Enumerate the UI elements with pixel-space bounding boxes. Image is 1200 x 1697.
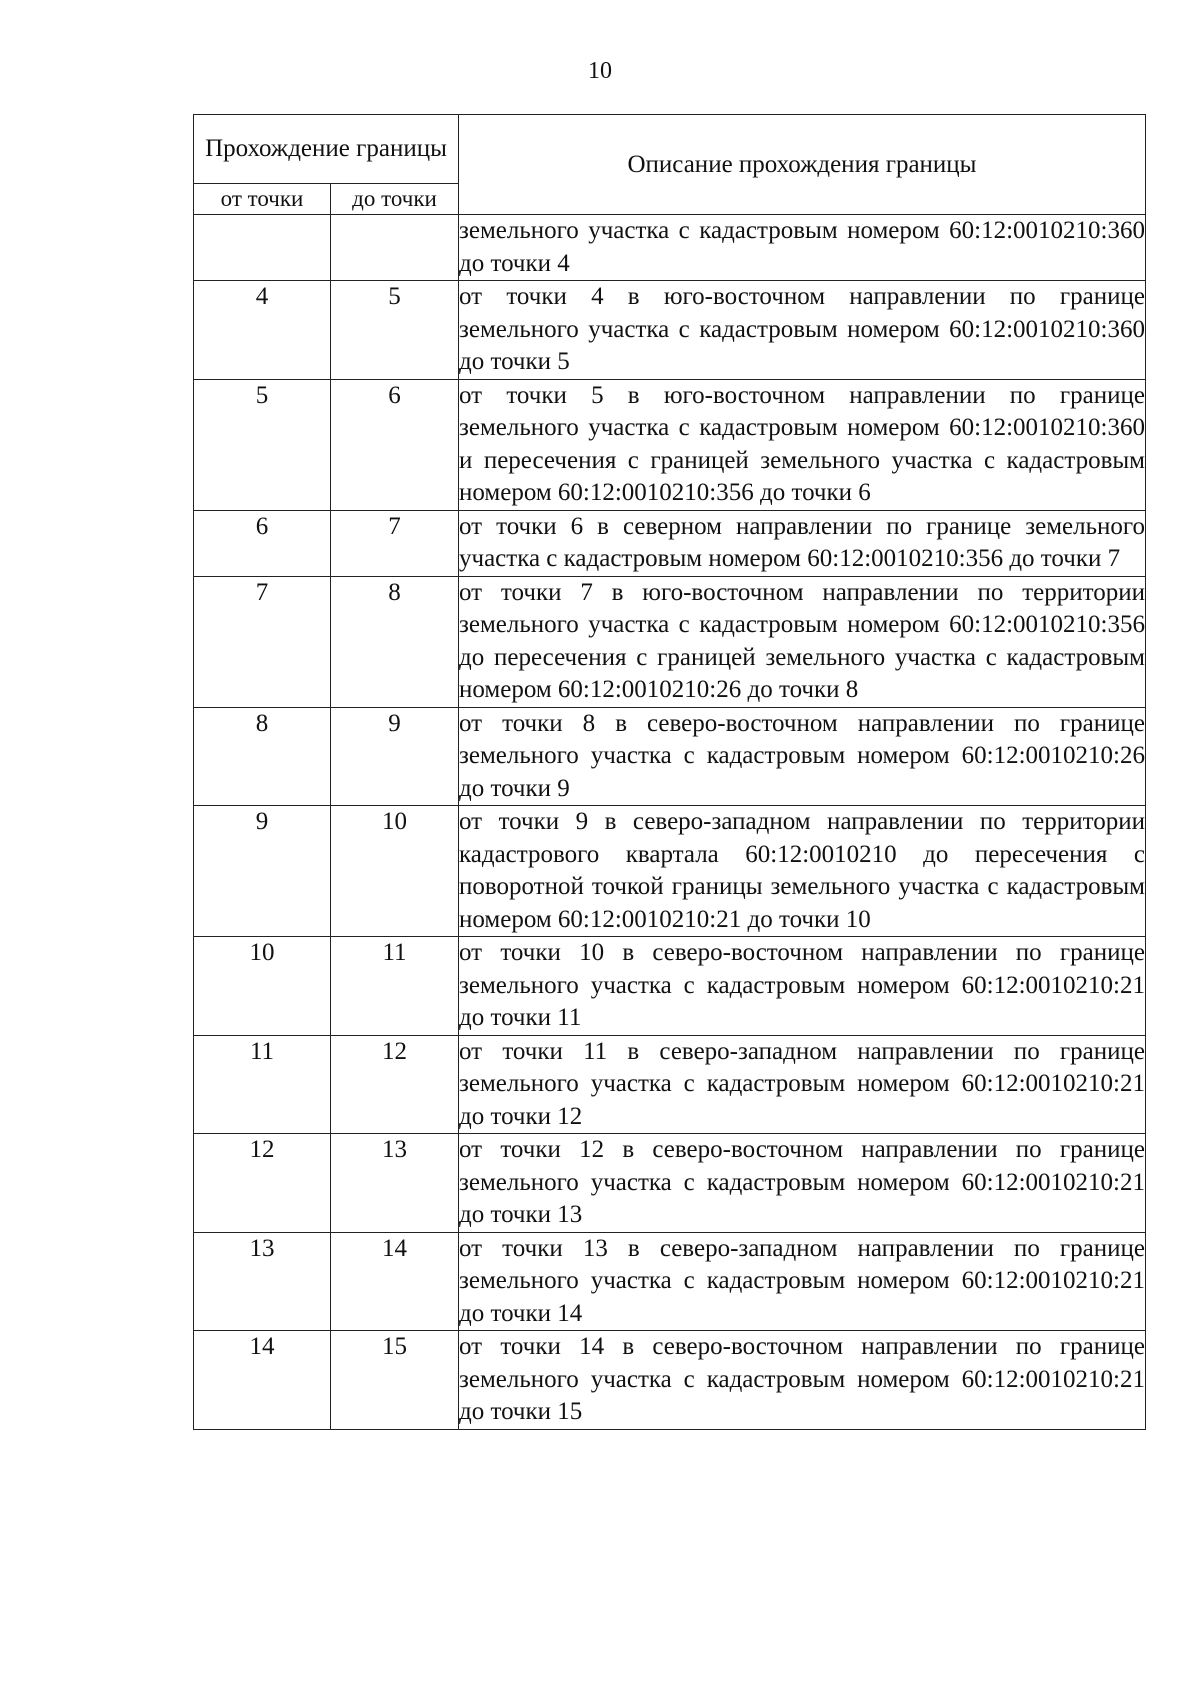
to-point-cell: 7 — [331, 510, 459, 576]
to-point-cell: 6 — [331, 379, 459, 510]
boundary-passage-header: Прохождение границы — [194, 115, 459, 184]
to-point-cell: 14 — [331, 1232, 459, 1331]
table-row — [194, 281, 1146, 380]
table-row — [194, 379, 1146, 510]
table-row — [194, 1232, 1146, 1331]
from-point-cell: 4 — [194, 281, 331, 380]
table-row — [194, 806, 1146, 937]
table-row — [194, 707, 1146, 806]
description-header: Описание прохождения границы — [459, 115, 1146, 215]
from-point-cell: 12 — [194, 1134, 331, 1233]
from-point-cell: 9 — [194, 806, 331, 937]
table-row — [194, 1035, 1146, 1134]
from-point-cell: 8 — [194, 707, 331, 806]
to-point-cell: 13 — [331, 1134, 459, 1233]
description-cell: от точки 10 в северо-восточном направлении по границе земельного участка с кадастровым номером 60:12:0010210:21 до точки 11 — [459, 937, 1146, 1036]
to-point-cell: 10 — [331, 806, 459, 937]
description-cell: от точки 6 в северном направлении по границе земельного участка с кадастровым номером 60:12:0010210:356 до точки 7 — [459, 510, 1146, 576]
to-point-header: до точки — [331, 184, 459, 215]
description-cell: от точки 8 в северо-восточном направлении по границе земельного участка с кадастровым номером 60:12:0010210:26 до точки 9 — [459, 707, 1146, 806]
to-point-cell: 8 — [331, 576, 459, 707]
table-row — [194, 576, 1146, 707]
description-cell: от точки 12 в северо-восточном направлении по границе земельного участка с кадастровым номером 60:12:0010210:21 до точки 13 — [459, 1134, 1146, 1233]
to-point-cell — [331, 215, 459, 281]
to-point-cell: 5 — [331, 281, 459, 380]
from-point-cell: 14 — [194, 1331, 331, 1430]
description-cell: от точки 5 в юго-восточном направлении по границе земельного участка с кадастровым номером 60:12:0010210:360 и пересечения с границей земельного участка с кадастровым номером 60:12:0010210:356 до точки 6 — [459, 379, 1146, 510]
table-header — [194, 115, 1146, 215]
from-point-cell: 5 — [194, 379, 331, 510]
to-point-cell: 15 — [331, 1331, 459, 1430]
from-point-cell: 11 — [194, 1035, 331, 1134]
table-row — [194, 215, 1146, 281]
table-row — [194, 1134, 1146, 1233]
description-cell: от точки 11 в северо-западном направлении по границе земельного участка с кадастровым номером 60:12:0010210:21 до точки 12 — [459, 1035, 1146, 1134]
from-point-cell: 6 — [194, 510, 331, 576]
table-row — [194, 510, 1146, 576]
table-row — [194, 1331, 1146, 1430]
description-cell: от точки 4 в юго-восточном направлении по границе земельного участка с кадастровым номером 60:12:0010210:360 до точки 5 — [459, 281, 1146, 380]
description-cell: земельного участка с кадастровым номером 60:12:0010210:360 до точки 4 — [459, 215, 1146, 281]
from-point-header: от точки — [194, 184, 331, 215]
to-point-cell: 11 — [331, 937, 459, 1036]
page-number: 10 — [588, 58, 612, 84]
description-cell: от точки 7 в юго-восточном направлении по территории земельного участка с кадастровым номером 60:12:0010210:356 до пересечения с границей земельного участка с кадастровым номером 60:12:0010210:26 до точки 8 — [459, 576, 1146, 707]
from-point-cell: 13 — [194, 1232, 331, 1331]
from-point-cell: 7 — [194, 576, 331, 707]
from-point-cell: 10 — [194, 937, 331, 1036]
description-cell: от точки 13 в северо-западном направлении по границе земельного участка с кадастровым номером 60:12:0010210:21 до точки 14 — [459, 1232, 1146, 1331]
table-body — [194, 215, 1146, 1430]
from-point-cell — [194, 215, 331, 281]
description-cell: от точки 9 в северо-западном направлении по территории кадастрового квартала 60:12:0010210 до пересечения с поворотной точкой границы земельного участка с кадастровым номером 60:12:0010210:21 до точки 10 — [459, 806, 1146, 937]
description-cell: от точки 14 в северо-восточном направлении по границе земельного участка с кадастровым номером 60:12:0010210:21 до точки 15 — [459, 1331, 1146, 1430]
boundary-table — [193, 114, 1146, 1430]
to-point-cell: 12 — [331, 1035, 459, 1134]
to-point-cell: 9 — [331, 707, 459, 806]
table-row — [194, 937, 1146, 1036]
